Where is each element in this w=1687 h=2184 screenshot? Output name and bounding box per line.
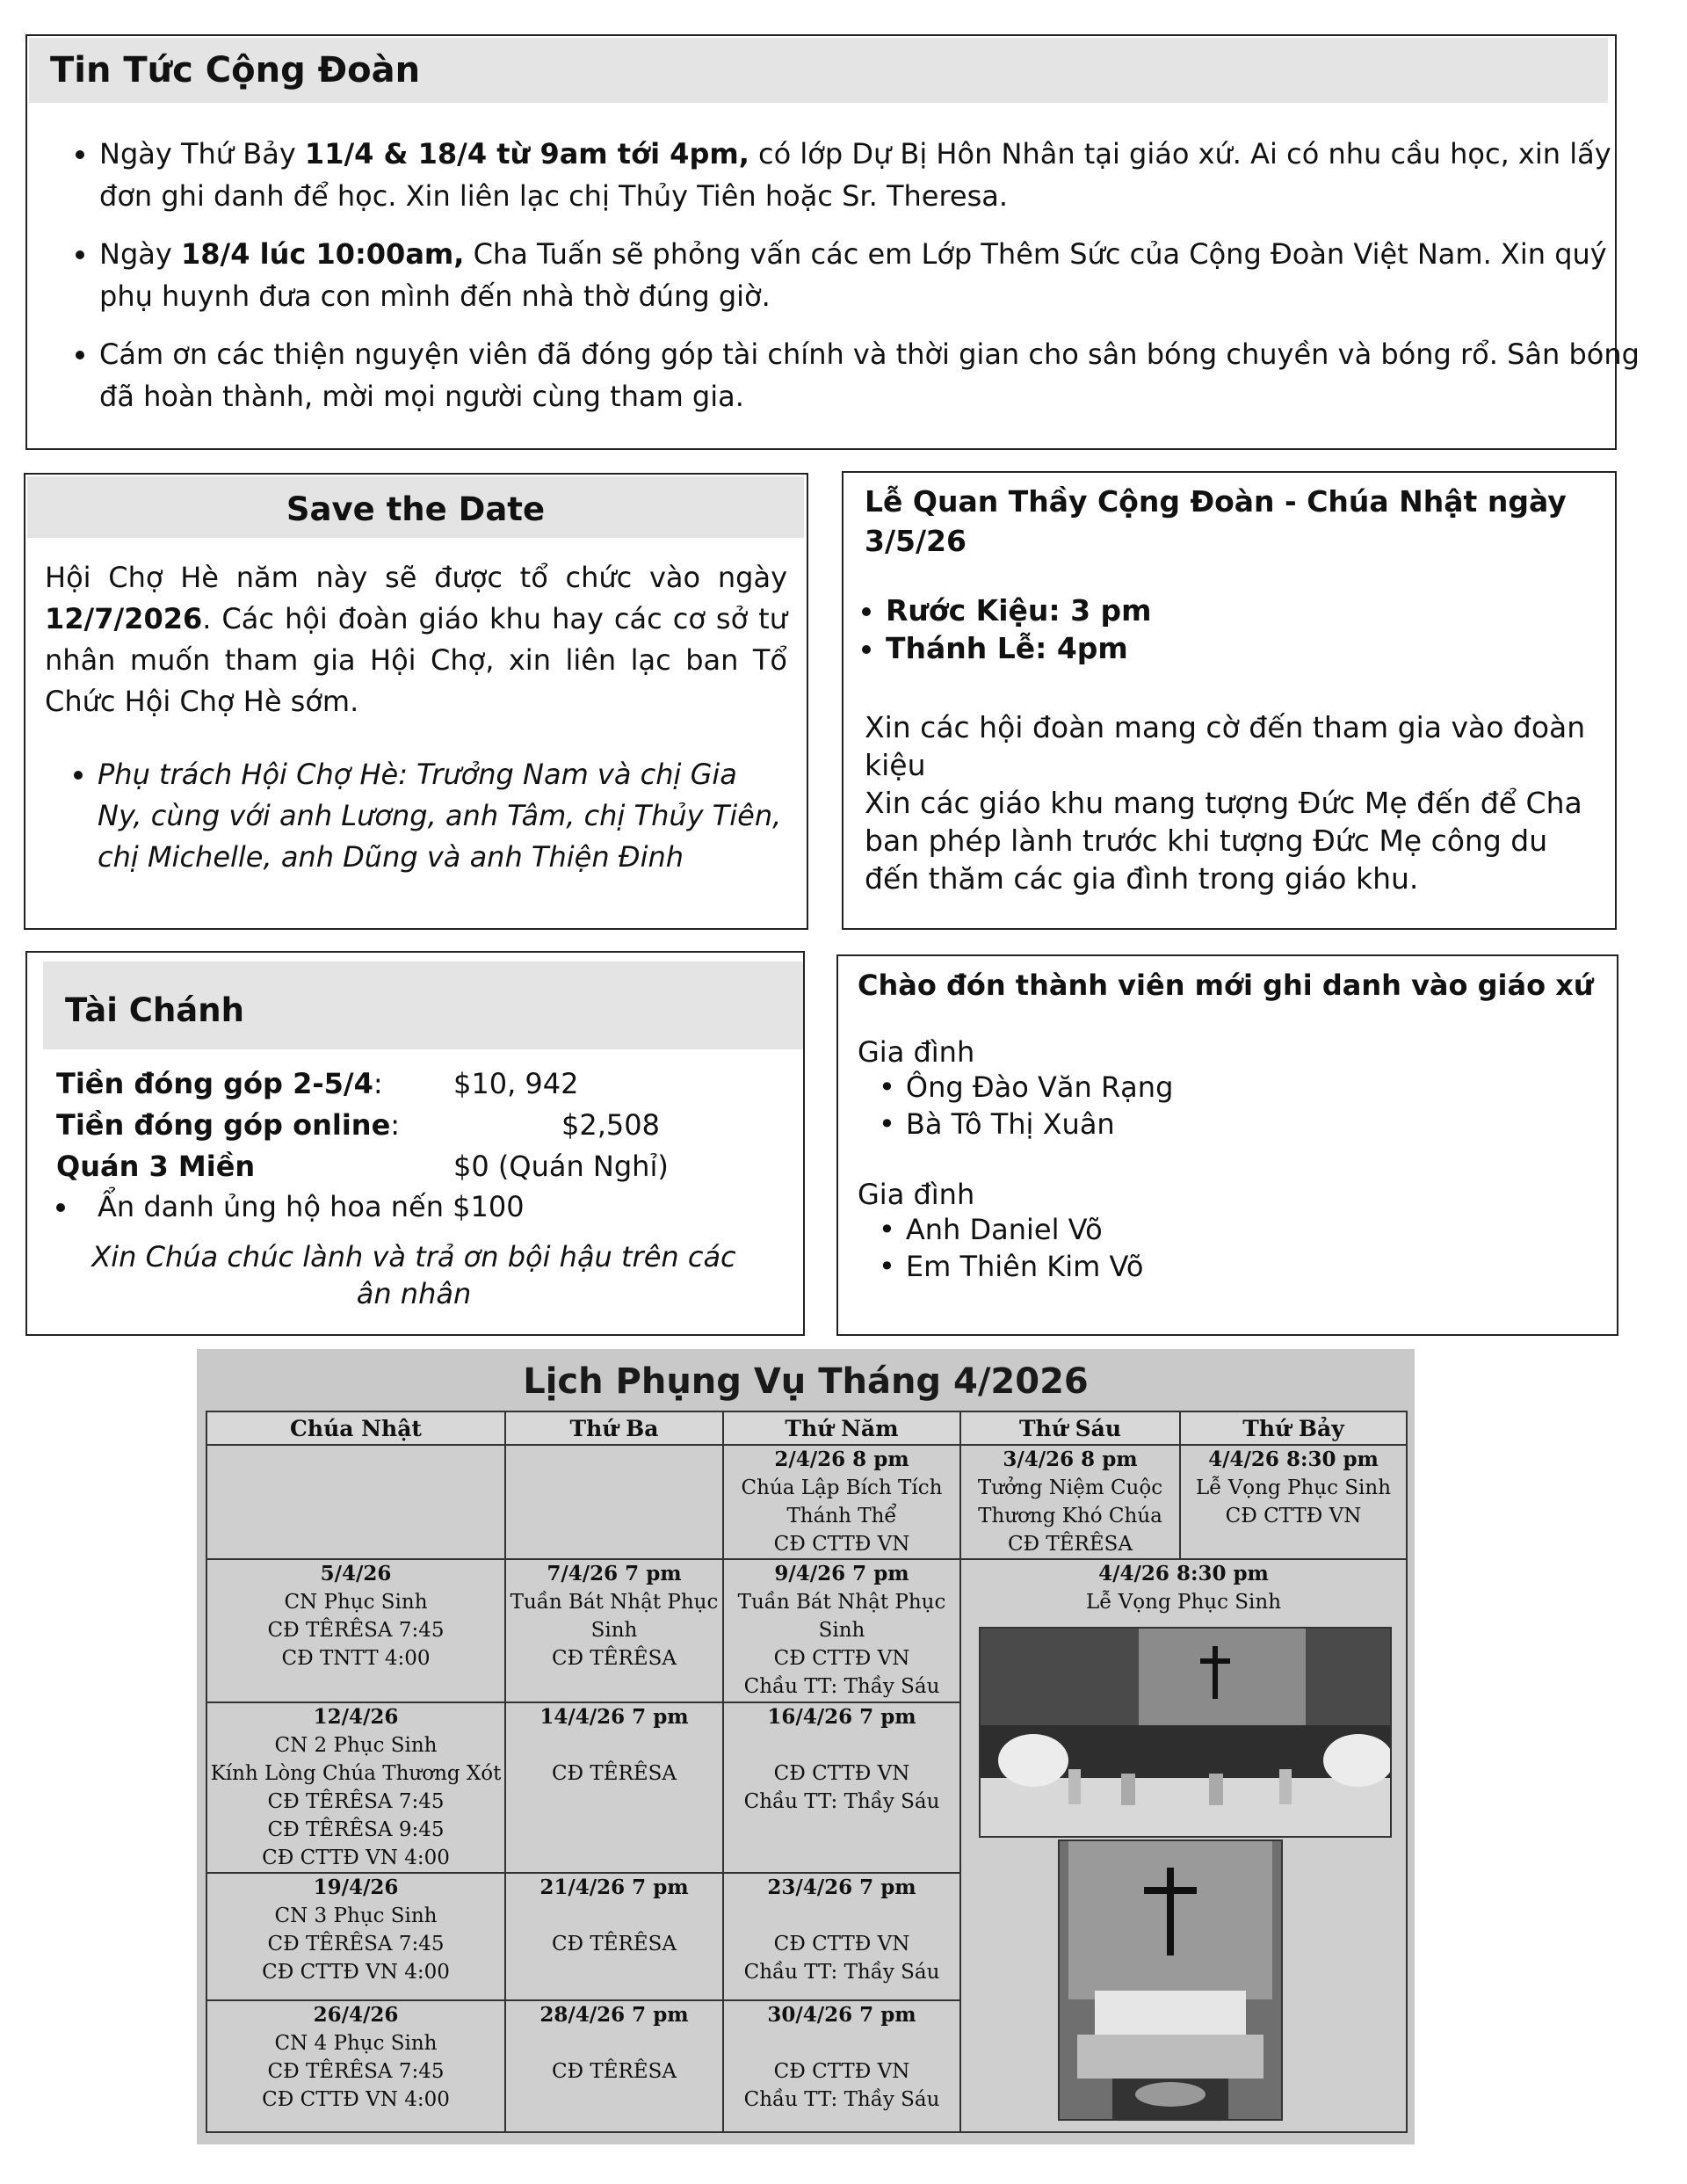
feast-day-title: Lễ Quan Thầy Cộng Đoàn - Chúa Nhật ngày 3/5/26 xyxy=(865,484,1567,558)
finance-value: $0 (Quán Nghỉ) xyxy=(453,1150,669,1183)
welcome-title: Chào đón thành viên mới ghi danh vào giáo xứ xyxy=(858,969,1594,1002)
table-cell: 9/4/26 7 pm Tuần Bát Nhật Phục Sinh CĐ CTTĐ VN Chầu TT: Thầy Sáu xyxy=(723,1559,960,1702)
feast-bullets xyxy=(865,591,1152,667)
list-item: • Bà Tô Thị Xuân xyxy=(879,1106,1173,1143)
table-cell: 12/4/26 CN 2 Phục Sinh Kính Lòng Chúa Thương Xót CĐ TÊRÊSA 7:45 CĐ TÊRÊSA 9:45 CĐ CTTĐ VN 4:00 xyxy=(206,1702,505,1873)
church-photo-art xyxy=(1060,1841,1281,2119)
table-cell: 2/4/26 8 pm Chúa Lập Bích Tích Thánh Thể CĐ CTTĐ VN xyxy=(723,1445,960,1559)
table-row xyxy=(206,1445,1407,1559)
table-cell xyxy=(206,1445,505,1559)
altar-photo-art xyxy=(981,1629,1390,1836)
list-item: • Em Thiên Kim Võ xyxy=(879,1248,1173,1285)
table-cell: 26/4/26 CN 4 Phục Sinh CĐ TÊRÊSA 7:45 CĐ CTTĐ VN 4:00 xyxy=(206,2000,505,2132)
news-title: Tin Tức Cộng Đoàn xyxy=(29,38,1608,103)
list-item: • Rước Kiệu: 3 pm xyxy=(886,591,1152,629)
table-cell: 21/4/26 7 pm CĐ TÊRÊSA xyxy=(505,1873,723,2000)
list-item: • Phụ trách Hội Chợ Hè: Trưởng Nam và chị Gia Ny, cùng với anh Lương, anh Tâm, chị Thủy Tiên, chị Michelle, anh Dũng và anh Thiện Đinh xyxy=(98,754,787,878)
family-label: Gia đình xyxy=(858,1035,975,1069)
list-item: • Anh Daniel Võ xyxy=(879,1211,1173,1248)
news-item: • Ngày 18/4 lúc 10:00am, Cha Tuấn sẽ phỏng vấn các em Lớp Thêm Sức của Cộng Đoàn Việt Nam. Xin quý phụ huynh đưa con mình đến nhà thờ đúng giờ. xyxy=(99,233,1646,317)
feast-note-line: Xin các giáo khu mang tượng Đức Mẹ đến để Cha ban phép lành trước khi tượng Đức Mẹ công du đến thăm các gia đình trong giáo khu. xyxy=(865,786,1582,896)
finance-section xyxy=(25,951,805,1336)
feast-note-line: Xin các hội đoàn mang cờ đến tham gia vào đoàn kiệu xyxy=(865,710,1586,782)
column-header: Thứ Bảy xyxy=(1180,1411,1407,1445)
schedule-table xyxy=(206,1411,1408,2133)
table-header-row xyxy=(206,1411,1407,1445)
table-cell: 19/4/26 CN 3 Phục Sinh CĐ TÊRÊSA 7:45 CĐ CTTĐ VN 4:00 xyxy=(206,1873,505,2000)
table-cell: 30/4/26 7 pm CĐ CTTĐ VN Chầu TT: Thầy Sáu xyxy=(723,2000,960,2132)
family-list xyxy=(858,1069,1173,1143)
finance-list xyxy=(27,1190,525,1223)
table-cell: 14/4/26 7 pm CĐ TÊRÊSA xyxy=(505,1702,723,1873)
table-cell: 5/4/26 CN Phục Sinh CĐ TÊRÊSA 7:45 CĐ TNTT 4:00 xyxy=(206,1559,505,1702)
schedule-title: Lịch Phụng Vụ Tháng 4/2026 xyxy=(523,1361,1089,1402)
table-cell xyxy=(505,1445,723,1559)
news-list xyxy=(27,133,1672,433)
save-the-date-section xyxy=(24,473,808,930)
column-header: Thứ Ba xyxy=(505,1411,723,1445)
finance-value: $2,508 xyxy=(561,1108,660,1142)
photo-cell: 4/4/26 8:30 pm Lễ Vọng Phục Sinh xyxy=(960,1559,1407,2132)
save-the-date-list xyxy=(25,754,807,878)
list-item: • Ẩn danh ủng hộ hoa nến $100 xyxy=(80,1190,525,1223)
table-cell: 4/4/26 8:30 pm Lễ Vọng Phục Sinh CĐ CTTĐ VN xyxy=(1180,1445,1407,1559)
welcome-section xyxy=(836,954,1618,1336)
column-header: Thứ Sáu xyxy=(960,1411,1180,1445)
table-cell: 3/4/26 8 pm Tưởng Niệm Cuộc Thương Khó Chúa CĐ TÊRÊSA xyxy=(960,1445,1180,1559)
table-cell: 7/4/26 7 pm Tuần Bát Nhật Phục Sinh CĐ TÊRÊSA xyxy=(505,1559,723,1702)
table-cell: 28/4/26 7 pm CĐ TÊRÊSA xyxy=(505,2000,723,2132)
family-list xyxy=(858,1211,1173,1285)
table-row xyxy=(206,1559,1407,1702)
list-item: • Ông Đào Văn Rạng xyxy=(879,1069,1173,1106)
finance-row: Tiền đóng góp online: xyxy=(56,1108,401,1142)
news-item: • Cám ơn các thiện nguyện viên đã đóng góp tài chính và thời gian cho sân bóng chuyền và bóng rổ. Sân bóng đã hoàn thành, mời mọi người cùng tham gia. xyxy=(99,333,1646,417)
feast-note xyxy=(865,708,1594,897)
save-the-date-title: Save the Date xyxy=(27,476,804,538)
news-item: • Ngày Thứ Bảy 11/4 & 18/4 từ 9am tới 4pm, có lớp Dự Bị Hôn Nhân tại giáo xứ. Ai có nhu cầu học, xin lấy đơn ghi danh để học. Xin liên lạc chị Thủy Tiên hoặc Sr. Theresa. xyxy=(99,133,1646,217)
column-header: Chúa Nhật xyxy=(206,1411,505,1445)
table-cell: 16/4/26 7 pm CĐ CTTĐ VN Chầu TT: Thầy Sáu xyxy=(723,1702,960,1873)
finance-blessing: Xin Chúa chúc lành và trả ơn bội hậu trên các ân nhân xyxy=(91,1240,736,1310)
liturgy-schedule xyxy=(197,1349,1415,2144)
finance-title: Tài Chánh xyxy=(43,961,803,1049)
news-section xyxy=(25,34,1640,450)
finance-value: $10, 942 xyxy=(453,1067,579,1100)
finance-row: Quán 3 Miền xyxy=(56,1150,256,1183)
finance-row: Tiền đóng góp 2-5/4: xyxy=(56,1067,383,1100)
column-header: Thứ Năm xyxy=(723,1411,960,1445)
save-the-date-text: Hội Chợ Hè năm này sẽ được tổ chức vào ngày 12/7/2026. Các hội đoàn giáo khu hay các cơ sở tư nhân muốn tham gia Hội Chợ, xin liên lạc ban Tổ Chức Hội Chợ Hè sớm. xyxy=(45,561,787,718)
family-label: Gia đình xyxy=(858,1178,975,1211)
feast-day-section xyxy=(842,471,1617,930)
list-item: • Thánh Lễ: 4pm xyxy=(886,629,1152,667)
church-interior-photo xyxy=(1058,1839,1283,2121)
altar-photo xyxy=(979,1627,1392,1838)
table-cell: 23/4/26 7 pm CĐ CTTĐ VN Chầu TT: Thầy Sáu xyxy=(723,1873,960,2000)
